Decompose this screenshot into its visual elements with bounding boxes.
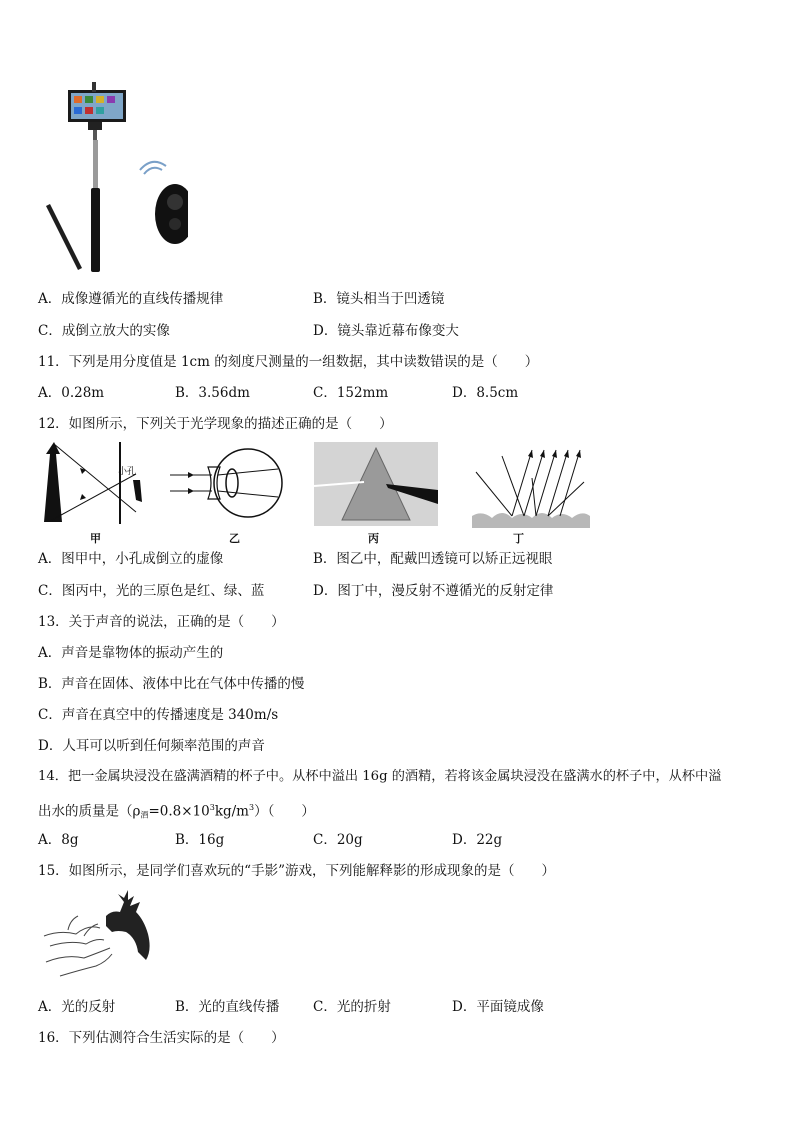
q15-option-d: D．平面镜成像 <box>452 999 544 1015</box>
q15-stem: 15．如图所示，是同学们喜欢玩的“手影”游戏，下列能解释影的形成现象的是（ ） <box>38 863 555 879</box>
q14-sup: 3 <box>209 803 215 812</box>
q14-stem-line1: 14．把一金属块浸没在盛满酒精的杯子中。从杯中溢出 16g 的酒精，若将该金属块浸没在盛满水的杯子中，从杯中溢 <box>38 769 722 784</box>
q15-option-c: C．光的折射 <box>313 999 391 1015</box>
pinhole-label: 小孔 <box>118 467 137 477</box>
q12-option-b: B．图乙中，配戴凹透镜可以矫正远视眼 <box>313 551 553 567</box>
q12-stem: 12．如图所示，下列关于光学现象的描述正确的是（ ） <box>38 416 393 432</box>
q10-option-b: B．镜头相当于凹透镜 <box>313 291 445 307</box>
q13-stem: 13．关于声音的说法，正确的是（ ） <box>38 614 285 630</box>
q11-option-b: B．3.56dm <box>175 385 250 401</box>
q13-option-c: C．声音在真空中的传播速度是 340m/s <box>38 707 279 723</box>
q14-option-b: B．16g <box>175 832 225 848</box>
q11-option-d: D．8.5cm <box>452 385 519 401</box>
q14-text-b: =0.8×10 <box>148 803 210 820</box>
pinhole-figure <box>36 440 154 528</box>
selfie-stick-figure <box>38 78 188 278</box>
q12-option-a: A．图甲中，小孔成倒立的虚像 <box>38 551 224 567</box>
q14-sub: 酒 <box>140 810 149 820</box>
q14-option-d: D．22g <box>452 832 503 848</box>
q14-text-c: kg/m <box>214 803 249 820</box>
q12-option-d: D．图丁中，漫反射不遵循光的反射定律 <box>313 583 554 599</box>
figure-label-jia: 甲 <box>90 532 101 545</box>
prism-figure <box>314 442 438 526</box>
diffuse-reflection-figure <box>472 442 590 528</box>
figure-label-ding: 丁 <box>513 532 524 545</box>
q11-option-c: C．152mm <box>313 385 389 401</box>
q14-text-a: 出水的质量是（ρ <box>38 803 141 820</box>
q14-option-c: C．20g <box>313 832 363 848</box>
q11-option-a: A．0.28m <box>38 385 105 401</box>
hand-shadow-figure <box>40 890 156 982</box>
q14-stem-line2 <box>38 799 315 825</box>
q10-option-d: D．镜头靠近幕布像变大 <box>313 323 459 339</box>
q12-option-c: C．图丙中，光的三原色是红、绿、蓝 <box>38 583 265 599</box>
q14-text-d: ）（ ） <box>254 803 315 820</box>
figure-label-bing: 丙 <box>368 532 379 545</box>
q11-stem: 11．下列是用分度值是 1cm 的刻度尺测量的一组数据，其中读数错误的是（ ） <box>38 354 539 370</box>
eye-lens-figure <box>166 445 286 525</box>
q13-option-a: A．声音是靠物体的振动产生的 <box>38 645 224 661</box>
q16-stem: 16．下列估测符合生活实际的是（ ） <box>38 1030 285 1046</box>
q15-option-b: B．光的直线传播 <box>175 999 280 1015</box>
q14-sup2: 3 <box>248 803 255 812</box>
q10-option-a: A．成像遵循光的直线传播规律 <box>38 291 224 307</box>
q15-option-a: A．光的反射 <box>38 999 116 1015</box>
figure-label-yi: 乙 <box>229 532 240 545</box>
q14-option-a: A．8g <box>38 832 79 848</box>
q10-option-c: C．成倒立放大的实像 <box>38 323 170 339</box>
q13-option-b: B．声音在固体、液体中比在气体中传播的慢 <box>38 676 305 692</box>
q13-option-d: D．人耳可以听到任何频率范围的声音 <box>38 738 265 754</box>
